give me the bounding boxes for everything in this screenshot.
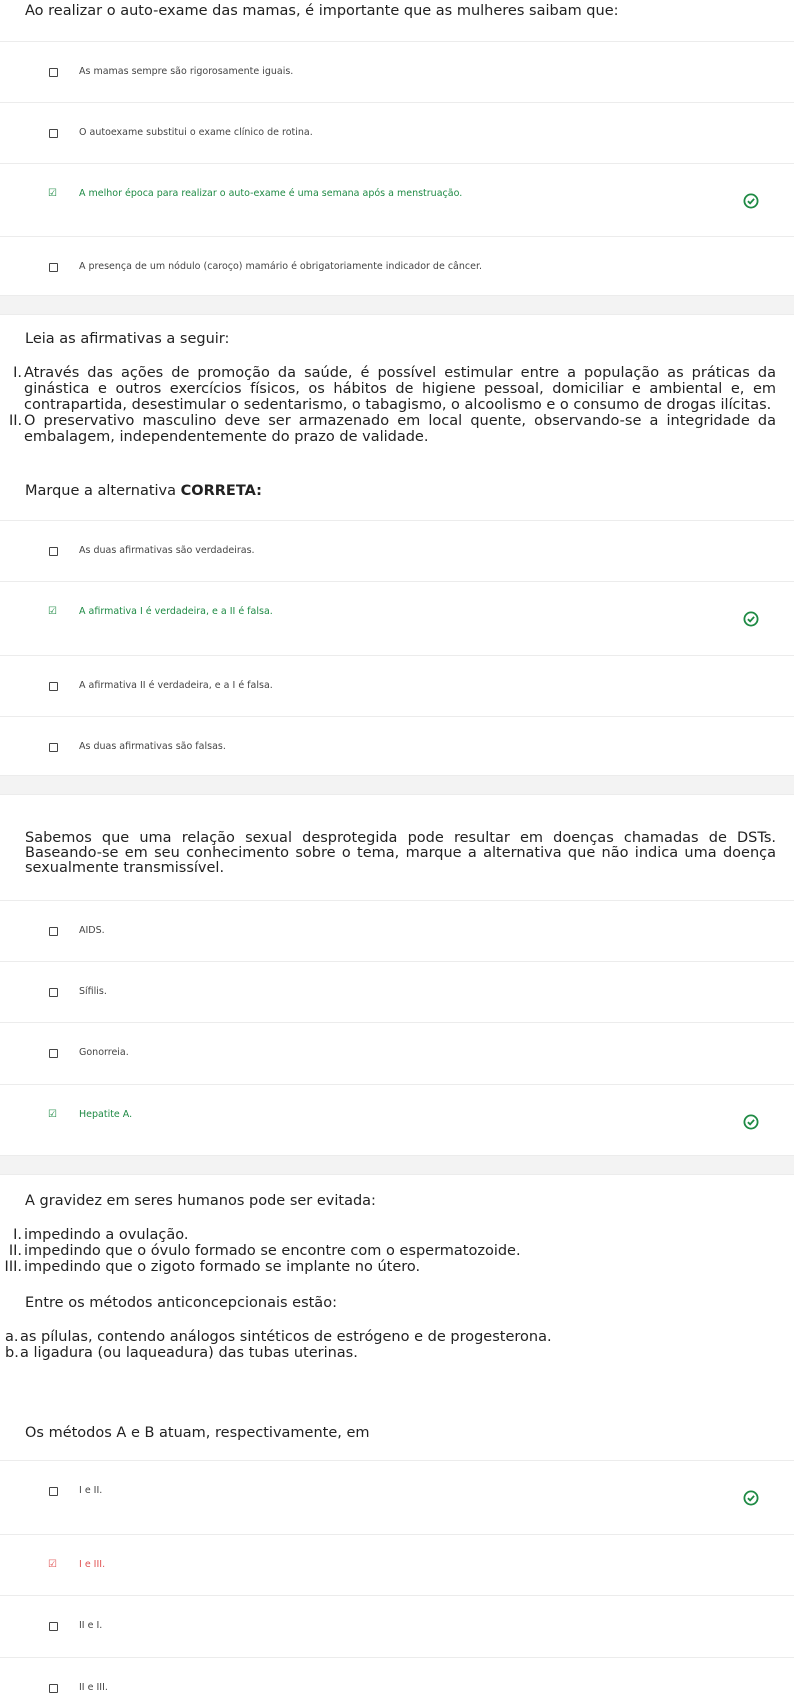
question-statement: Sabemos que uma relação sexual desprotegida pode resultar em doenças chamadas de DSTs. Baseando-se em seu conhecimento sobre o tema, marque a alternativa que não indica uma doença sexualmente transmissível. [25, 830, 776, 876]
option-text: O autoexame substitui o exame clínico de rotina. [79, 127, 313, 138]
option-row[interactable] [0, 1595, 794, 1657]
statement-label: I. [13, 365, 22, 381]
option-row[interactable] [0, 520, 794, 581]
option-row[interactable] [0, 716, 794, 775]
option-row[interactable] [0, 236, 794, 295]
option-row[interactable] [0, 900, 794, 961]
condition-text: impedindo a ovulação. [24, 1227, 189, 1243]
question-header [0, 1175, 794, 1460]
option-text: I e III. [79, 1559, 106, 1570]
condition-label: III. [4, 1259, 22, 1275]
condition-list [0, 1227, 776, 1275]
square-icon[interactable] [49, 1049, 58, 1058]
check-circle-icon [743, 193, 759, 209]
option-text: Sífilis. [79, 986, 107, 997]
option-text: A afirmativa II é verdadeira, e a I é falsa. [79, 680, 273, 691]
question-separator [0, 775, 794, 795]
condition-label: II. [8, 1243, 22, 1259]
option-row-selected[interactable] [0, 581, 794, 655]
condition-item [0, 1243, 776, 1259]
question-4 [0, 1175, 794, 1708]
option-text: Hepatite A. [79, 1109, 133, 1120]
question-intro: A gravidez em seres humanos pode ser evitada: [25, 1193, 376, 1209]
square-icon[interactable] [49, 129, 58, 138]
option-text: As mamas sempre são rigorosamente iguais. [79, 66, 294, 77]
option-row-selected[interactable] [0, 163, 794, 236]
question-3 [0, 795, 794, 1155]
question-header [0, 795, 794, 900]
statement-text: Através das ações de promoção da saúde, é possível estimular entre a população as práticas da ginástica e outros exercícios físicos, os hábitos de higiene pessoal, domiciliar e ambiental e, em contrapartida, desestimular o sedentarismo, o tabagismo, o alcoolismo e o consumo de drogas ilícitas. [24, 365, 776, 413]
question-header [0, 0, 794, 41]
question-statement: Ao realizar o auto-exame das mamas, é importante que as mulheres saibam que: [25, 3, 619, 19]
condition-text: impedindo que o óvulo formado se encontre com o espermatozoide. [24, 1243, 521, 1259]
statement-text: O preservativo masculino deve ser armazenado em local quente, observando-se a integridade da embalagem, independentemente do prazo de validade. [24, 413, 776, 445]
condition-label: I. [13, 1227, 22, 1243]
option-row-selected[interactable] [0, 1534, 794, 1595]
square-icon[interactable] [49, 1622, 58, 1631]
square-icon[interactable] [49, 1684, 58, 1693]
square-icon[interactable] [49, 682, 58, 691]
option-text: As duas afirmativas são falsas. [79, 741, 226, 752]
statement-list [9, 365, 776, 445]
method-item [5, 1329, 776, 1345]
question-intro: Leia as afirmativas a seguir: [25, 331, 230, 347]
option-text: As duas afirmativas são verdadeiras. [79, 545, 255, 556]
option-row[interactable] [0, 1022, 794, 1084]
check-square-icon[interactable]: ☑ [48, 606, 57, 617]
option-row[interactable] [0, 1657, 794, 1708]
statement-item [9, 365, 776, 413]
method-label: a. [5, 1329, 19, 1345]
condition-item [0, 1259, 776, 1275]
question-separator [0, 1155, 794, 1175]
option-text: A afirmativa I é verdadeira, e a II é falsa. [79, 606, 273, 617]
option-text: II e I. [79, 1620, 103, 1631]
option-row[interactable] [0, 102, 794, 163]
square-icon[interactable] [49, 743, 58, 752]
question-1 [0, 0, 794, 295]
method-list [5, 1329, 776, 1361]
option-text: A presença de um nódulo (caroço) mamário é obrigatoriamente indicador de câncer. [79, 261, 483, 272]
option-text: A melhor época para realizar o auto-exame é uma semana após a menstruação. [79, 188, 463, 199]
condition-text: impedindo que o zigoto formado se implante no útero. [24, 1259, 421, 1275]
method-label: b. [5, 1345, 19, 1361]
question-separator [0, 295, 794, 315]
statement-label: II. [9, 413, 23, 429]
method-text: a ligadura (ou laqueadura) das tubas uterinas. [20, 1345, 358, 1361]
check-circle-icon [743, 1114, 759, 1130]
question-prompt: Os métodos A e B atuam, respectivamente, em [25, 1425, 370, 1441]
option-row[interactable] [0, 655, 794, 716]
square-icon[interactable] [49, 1487, 58, 1496]
option-text: I e II. [79, 1485, 103, 1496]
option-text: II e III. [79, 1682, 108, 1693]
prompt-emphasis: CORRETA: [180, 483, 262, 499]
check-square-icon[interactable]: ☑ [48, 1109, 57, 1120]
question-header [0, 315, 794, 520]
square-icon[interactable] [49, 547, 58, 556]
option-text: Gonorreia. [79, 1047, 129, 1058]
condition-item [0, 1227, 776, 1243]
prompt-text: Marque a alternativa [25, 483, 181, 499]
method-item [5, 1345, 776, 1361]
question-2 [0, 315, 794, 775]
option-row-selected[interactable] [0, 1084, 794, 1155]
method-text: as pílulas, contendo análogos sintéticos de estrógeno e de progesterona. [20, 1329, 552, 1345]
option-text: AIDS. [79, 925, 105, 936]
option-row[interactable] [0, 41, 794, 102]
check-square-icon[interactable]: ☑ [48, 1559, 57, 1570]
check-circle-icon [743, 1490, 759, 1506]
square-icon[interactable] [49, 988, 58, 997]
square-icon[interactable] [49, 927, 58, 936]
check-circle-icon [743, 611, 759, 627]
question-intro-2: Entre os métodos anticoncepcionais estão: [25, 1295, 337, 1311]
square-icon[interactable] [49, 263, 58, 272]
question-prompt [25, 483, 262, 500]
option-row[interactable] [0, 1460, 794, 1534]
square-icon[interactable] [49, 68, 58, 77]
check-square-icon[interactable]: ☑ [48, 188, 57, 199]
statement-item [9, 413, 776, 445]
option-row[interactable] [0, 961, 794, 1022]
